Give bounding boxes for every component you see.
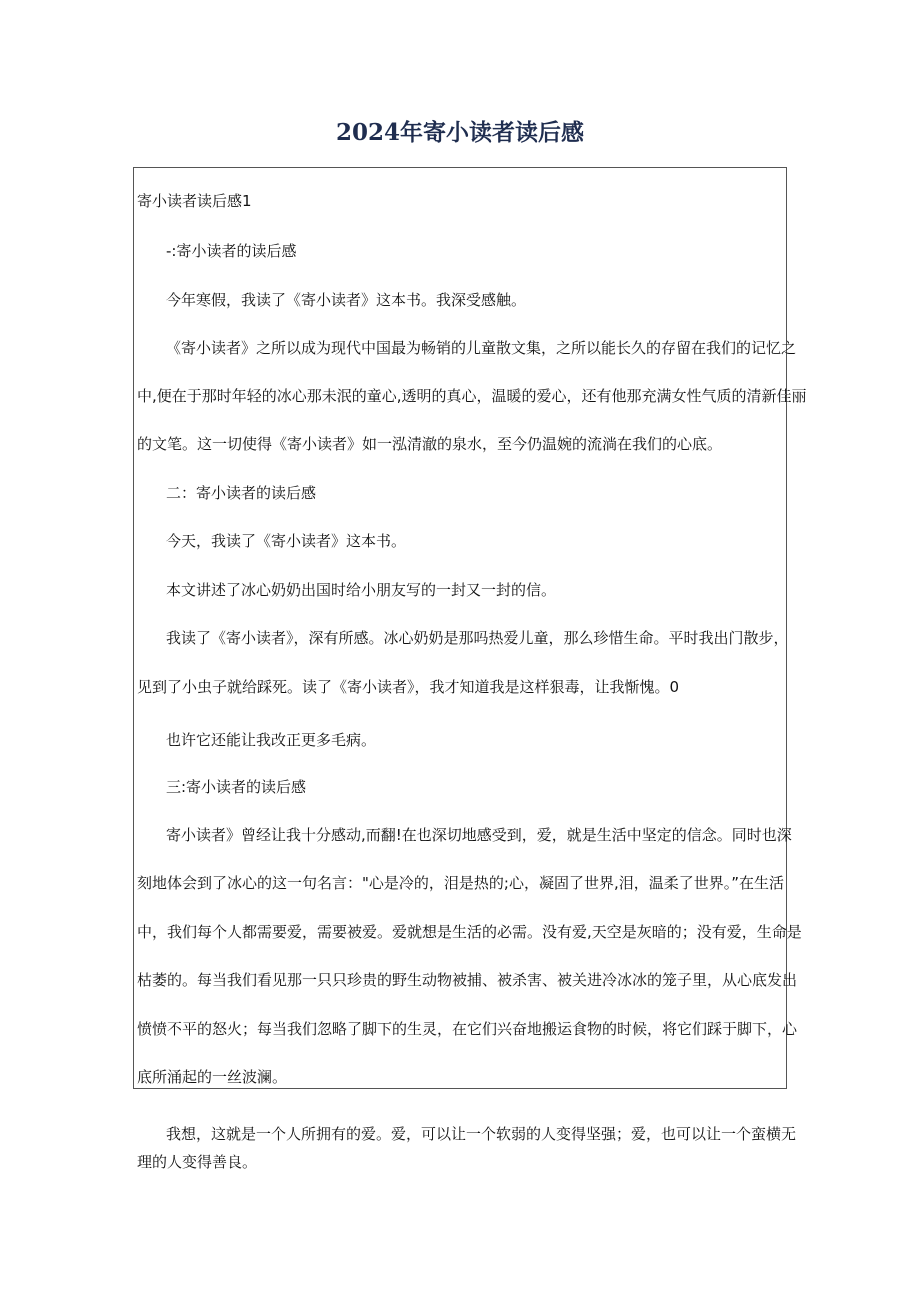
section-1-title: -:寄小读者的读后感 [166, 242, 297, 260]
section-2-paragraph-4: 也许它还能让我改正更多毛病。 [166, 731, 377, 749]
section-3-paragraph-line-4: 枯萎的。每当我们看见那一只只珍贵的野生动物被捕、被杀害、被关进冷冰冰的笼子里，从心底发出 [137, 971, 798, 989]
section-2-paragraph-2: 本文讲述了冰心奶奶出国时给小朋友写的一封又一封的信。 [166, 581, 557, 599]
section-2-title: 二：寄小读者的读后感 [166, 484, 317, 502]
section-2-paragraph-3-line-2: 见到了小虫子就给踩死。读了《寄小读者》，我才知道我是这样狠毒，让我惭愧。0 [137, 678, 680, 696]
section-heading: 寄小读者读后感1 [137, 192, 252, 210]
section-3-paragraph-line-1: 寄小读者》曾经让我十分感动,而翻!在也深切地感受到，爱，就是生活中坚定的信念。同时也深 [166, 826, 792, 844]
section-2-paragraph-3-line-1: 我读了《寄小读者》，深有所感。冰心奶奶是那吗热爱儿童，那么珍惜生命。平时我出门散步， [166, 629, 789, 647]
section-3-paragraph-line-6: 底所涌起的一丝波澜。 [137, 1068, 288, 1086]
page-title: 2024年寄小读者读后感 [335, 119, 584, 146]
section-3-title: 三:寄小读者的读后感 [166, 778, 307, 796]
section-3-paragraph-line-5: 愤愤不平的怒火；每当我们忽略了脚下的生灵，在它们兴奋地搬运食物的时候，将它们踩于脚下，心 [137, 1020, 798, 1038]
closing-paragraph-line-2: 理的人变得善良。 [137, 1153, 258, 1171]
section-1-paragraph-2-line-3: 的文笔。这一切使得《寄小读者》如一泓清澈的泉水，至今仍温婉的流淌在我们的心底。 [137, 435, 723, 453]
section-3-paragraph-line-2: 刻地体会到了冰心的这一句名言："心是冷的，泪是热的;心，凝固了世界,泪，温柔了世界。”在生活 [137, 874, 784, 892]
closing-paragraph-line-1: 我想，这就是一个人所拥有的爱。爱，可以让一个软弱的人变得坚强；爱，也可以让一个蛮横无 [166, 1125, 797, 1143]
section-1-paragraph-2-line-1: 《寄小读者》之所以成为现代中国最为畅销的儿童散文集，之所以能长久的存留在我们的记忆之 [166, 339, 797, 357]
section-1-paragraph-2-line-2: 中,便在于那时年轻的冰心那未泯的童心,透明的真心，温暖的爱心，还有他那充满女性气质的清新佳丽 [137, 387, 807, 405]
section-3-paragraph-line-3: 中，我们每个人都需要爱，需要被爱。爱就想是生活的必需。没有爱,天空是灰暗的；没有爱，生命是 [137, 923, 802, 941]
section-2-paragraph-1: 今天，我读了《寄小读者》这本书。 [166, 532, 407, 550]
section-1-paragraph-1: 今年寒假，我读了《寄小读者》这本书。我深受感触。 [166, 291, 527, 309]
